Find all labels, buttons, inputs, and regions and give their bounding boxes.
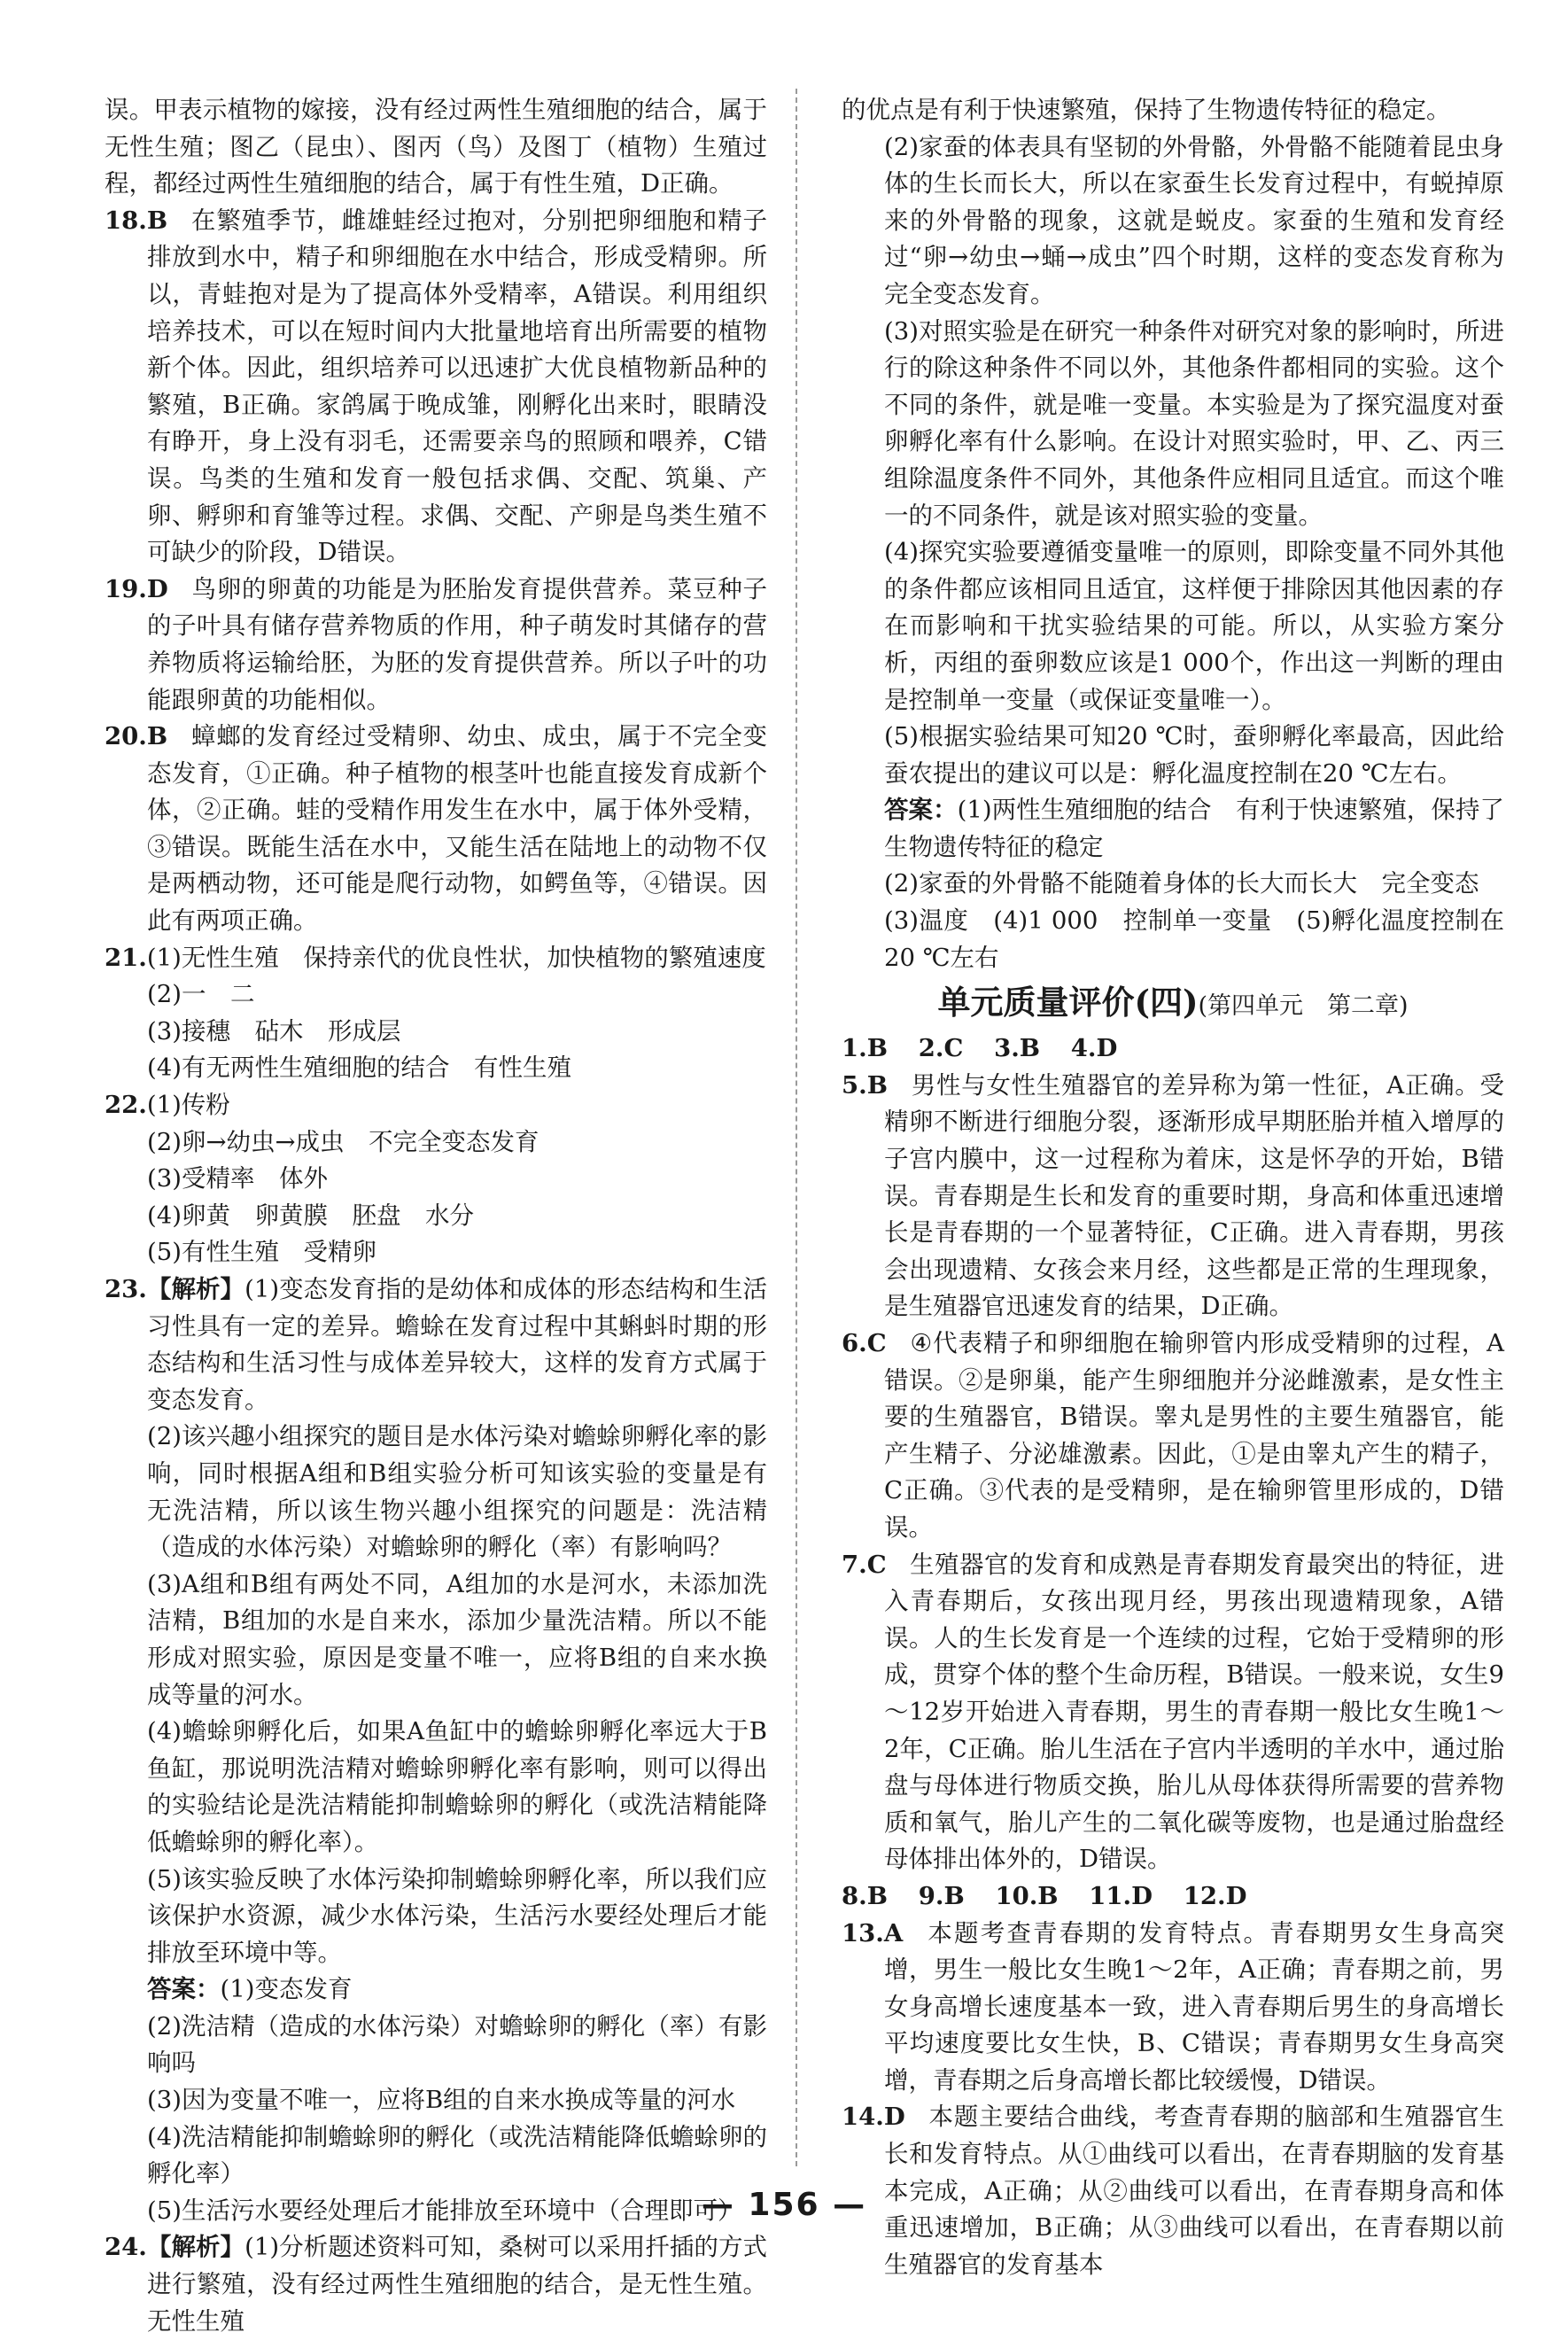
right-column	[842, 92, 1504, 2283]
item-answer: B	[146, 206, 168, 235]
item-number: 12.	[1183, 1881, 1226, 1910]
item-answer: C	[943, 1034, 964, 1063]
left-column	[105, 92, 767, 2340]
analysis-text: (1)分析题述资料可知，桑树可以采用扦插的方式进行繁殖，没有经过两性生殖细胞的结合，是无性生殖。无性生殖	[147, 2233, 768, 2336]
item-number: 7.	[842, 1550, 867, 1579]
item-explanation: 本题考查青春期的发育特点。青春期男女生身高突增，男生一般比女生晚1～2年，A正确；青春期之前，男女身高增长速度基本一致，进入青春期后男生的身高增长平均速度要比女生快，B、C错误；青春期男女生身高突增，青春期之后身高增长都比较缓慢，D错误。	[884, 1918, 1504, 2095]
answer-item-19	[105, 571, 767, 719]
item-line: (2)一 二	[147, 980, 255, 1009]
section-subtitle: (第四单元 第二章)	[1198, 992, 1409, 1021]
item-answer: D	[146, 574, 168, 603]
answer-item-20	[105, 719, 767, 940]
item-line: (3)接穗 砧木 形成层	[147, 1016, 401, 1046]
item-number: 19.	[105, 574, 147, 603]
section-heading	[842, 982, 1504, 1027]
answer-line: (2)洗洁精（造成的水体污染）对蟾蜍卵的孵化（率）有影响吗	[147, 2011, 767, 2078]
item-number: 2.	[918, 1034, 944, 1063]
item-answer: B	[1037, 1881, 1059, 1910]
multiple-choice-answers	[842, 1030, 1504, 1068]
item-number: 6.	[842, 1329, 867, 1357]
item-line: (5)有性生殖 受精卵	[147, 1238, 376, 1267]
item-answer: D	[1096, 1034, 1118, 1063]
item-answer: B	[866, 1070, 888, 1100]
item-number: 3.	[994, 1034, 1020, 1063]
item-number: 4.	[1070, 1034, 1097, 1063]
analysis-paragraph: (5)该实验反映了水体污染抑制蟾蜍卵孵化率，所以我们应该保护水资源，减少水体污染，生活污水要经处理后才能排放至环境中等。	[147, 1864, 767, 1967]
answer-item-5	[842, 1068, 1504, 1325]
item-answer: B	[943, 1881, 965, 1910]
answer-item-22	[105, 1087, 767, 1124]
analysis-tag: 【解析】	[146, 1275, 245, 1303]
answer-item-24	[105, 2229, 767, 2340]
item-number: 14.	[842, 2103, 884, 2132]
item-number: 10.	[995, 1881, 1038, 1910]
item-answer: D	[883, 2103, 905, 2132]
multiple-choice-answers	[842, 1878, 1504, 1916]
item-number: 21.	[105, 943, 147, 972]
answer-label: 答案：	[884, 796, 958, 825]
answer-item-13	[842, 1916, 1504, 2100]
page-number: — 156 —	[701, 2187, 867, 2223]
item-explanation: ④代表精子和卵细胞在输卵管内形成受精卵的过程，A错误。②是卵巢，能产生卵细胞并分泌雌激素，是女性主要的生殖器官，B错误。睾丸是男性的主要生殖器官，能产生精子、分泌雄激素。因此，①是由睾丸产生的精子，C正确。③代表的是受精卵，是在输卵管里形成的，D错误。	[884, 1329, 1504, 1542]
answer-item-23	[105, 1271, 767, 1419]
answer-line: (2)家蚕的外骨骼不能随着身体的长大而长大 完全变态	[884, 869, 1479, 898]
item-line: (2)卵→幼虫→成虫 不完全变态发育	[147, 1127, 539, 1156]
item-number: 8.	[842, 1881, 867, 1910]
item-number: 18.	[105, 206, 147, 235]
section-title: 单元质量评价(四)	[937, 983, 1199, 1022]
item-number: 23.	[105, 1275, 147, 1303]
analysis-tag: 【解析】	[146, 2233, 245, 2262]
continued-paragraph: 的优点是有利于快速繁殖，保持了生物遗传特征的稳定。	[842, 96, 1451, 124]
answer-line: (3)因为变量不唯一，应将B组的自来水换成等量的河水	[147, 2086, 736, 2115]
analysis-paragraph: (4)探究实验要遵循变量唯一的原则，即除变量不同外其他的条件都应该相同且适宜，这样便于排除因其他因素的存在而影响和干扰实验结果的可能。所以，从实验方案分析，丙组的蚕卵数应该是1 000个，作出这一判断的理由是控制单一变量（或保证变量唯一）。	[884, 538, 1504, 714]
analysis-paragraph: (5)根据实验结果可知20 ℃时，蚕卵孵化率最高，因此给蚕农提出的建议可以是：孵化温度控制在20 ℃左右。	[884, 722, 1504, 788]
answer-line: (5)生活污水要经处理后才能排放至环境中（合理即可）	[147, 2196, 742, 2225]
item-answer: D	[1225, 1881, 1247, 1910]
answer-item-7	[842, 1547, 1504, 1878]
item-explanation: 蟑螂的发育经过受精卵、幼虫、成虫，属于不完全变态发育，①正确。种子植物的根茎叶也能直接发育成新个体，②正确。蛙的受精作用发生在水中，属于体外受精，③错误。既能生活在水中，又能生活在陆地上的动物不仅是两栖动物，还可能是爬行动物，如鳄鱼等，④错误。因此有两项正确。	[147, 722, 767, 936]
item-answer: C	[866, 1329, 887, 1357]
answer-line: (3)温度 (4)1 000 控制单一变量 (5)孵化温度控制在20 ℃左右	[884, 906, 1504, 972]
answer-summary	[842, 792, 1504, 866]
item-answer: D	[1131, 1881, 1153, 1910]
item-line: (3)受精率 体外	[147, 1164, 328, 1193]
analysis-text: (1)变态发育指的是幼体和成体的形态结构和生活习性具有一定的差异。蟾蜍在发育过程中其蝌蚪时期的形态结构和生活习性与成体差异较大，这样的发育方式属于变态发育。	[147, 1275, 768, 1414]
answer-line: (4)洗洁精能抑制蟾蜍卵的孵化（或洗洁精能降低蟾蜍卵的孵化率）	[147, 2122, 767, 2188]
item-answer: B	[866, 1881, 888, 1910]
answer-item-21	[105, 940, 767, 977]
analysis-paragraph: (3)对照实验是在研究一种条件对研究对象的影响时，所进行的除这种条件不同以外，其他条件都相同的实验。这个不同的条件，就是唯一变量。本实验是为了探究温度对蚕卵孵化率有什么影响。在设计对照实验时，甲、乙、丙三组除温度条件不同外，其他条件应相同且适宜。而这个唯一的不同条件，就是该对照实验的变量。	[884, 316, 1504, 530]
item-number: 22.	[105, 1091, 147, 1120]
answer-line: (1)变态发育	[220, 1975, 353, 2004]
item-number: 20.	[105, 722, 147, 751]
item-answer: C	[866, 1550, 887, 1579]
item-explanation: 男性与女性生殖器官的差异称为第一性征，A正确。受精卵不断进行细胞分裂，逐渐形成早期胚胎并植入增厚的子宫内膜中，这一过程称为着床，这是怀孕的开始，B错误。青春期是生长和发育的重要时期，身高和体重迅速增长是青春期的一个显著特征，C正确。进入青春期，男孩会出现遗精、女孩会来月经，这些都是正常的生理现象，是生殖器官迅速发育的结果，D正确。	[884, 1070, 1504, 1321]
item-number: 1.	[842, 1034, 867, 1063]
item-line: (4)卵黄 卵黄膜 胚盘 水分	[147, 1201, 474, 1230]
item-explanation: 生殖器官的发育和成熟是青春期发育最突出的特征，进入青春期后，女孩出现月经，男孩出现遗精现象，A错误。人的生长发育是一个连续的过程，它始于受精卵的形成，贯穿个体的整个生命历程，B错误。一般来说，女生9～12岁开始进入青春期，男生的青春期一般比女生晚1～2年，C正确。胎儿生活在子宫内半透明的羊水中，通过胎盘与母体进行物质交换，胎儿从母体获得所需要的营养物质和氧气，胎儿产生的二氧化碳等废物，也是通过胎盘经母体排出体外的，D错误。	[884, 1550, 1504, 1874]
item-line: (4)有无两性生殖细胞的结合 有性生殖	[147, 1053, 571, 1083]
analysis-paragraph: (2)该兴趣小组探究的题目是水体污染对蟾蜍卵孵化率的影响，同时根据A组和B组实验分析可知该实验的变量是有无洗洁精，所以该生物兴趣小组探究的问题是：洗洁精（造成的水体污染）对蟾蜍卵的孵化（率）有影响吗？	[147, 1422, 767, 1562]
item-explanation: 鸟卵的卵黄的功能是为胚胎发育提供营养。菜豆种子的子叶具有储存营养物质的作用，种子萌发时其储存的营养物质将运输给胚，为胚的发育提供营养。所以子叶的功能跟卵黄的功能相似。	[147, 574, 767, 714]
answer-line: (1)两性生殖细胞的结合 有利于快速繁殖，保持了生物遗传特征的稳定	[884, 796, 1505, 861]
item-explanation: 在繁殖季节，雌雄蛙经过抱对，分别把卵细胞和精子排放到水中，精子和卵细胞在水中结合，形成受精卵。所以，青蛙抱对是为了提高体外受精率，A错误。利用组织培养技术，可以在短时间内大批量地培育出所需要的植物新个体。因此，组织培养可以迅速扩大优良植物新品种的繁殖，B正确。家鸽属于晚成雏，刚孵化出来时，眼睛没有睁开，身上没有羽毛，还需要亲鸟的照顾和喂养，C错误。鸟类的生殖和发育一般包括求偶、交配、筑巢、产卵、孵卵和育雏等过程。求偶、交配、产卵是鸟类生殖不可缺少的阶段，D错误。	[147, 206, 767, 567]
item-number: 11.	[1089, 1881, 1132, 1910]
item-explanation: 本题主要结合曲线，考查青春期的脑部和生殖器官生长和发育特点。从①曲线可以看出，在青春期脑的发育基本完成，A正确；从②曲线可以看出，在青春期身高和体重迅速增加，B正确；从③曲线可以看出，在青春期以前生殖器官的发育基本	[884, 2103, 1504, 2279]
item-number: 13.	[842, 1918, 884, 1947]
analysis-paragraph: (3)A组和B组有两处不同，A组加的水是河水，未添加洗洁精，B组加的水是自来水，添加少量洗洁精。所以不能形成对照实验，原因是变量不唯一，应将B组的自来水换成等量的河水。	[147, 1569, 767, 1709]
answer-item-18	[105, 203, 767, 571]
item-answer: B	[1019, 1034, 1041, 1063]
answer-label: 答案：	[147, 1975, 221, 2004]
item-number: 5.	[842, 1070, 867, 1100]
intro-paragraph: 误。甲表示植物的嫁接，没有经过两性生殖细胞的结合，属于无性生殖；图乙（昆虫）、图丙（鸟）及图丁（植物）生殖过程，都经过两性生殖细胞的结合，属于有性生殖，D正确。	[105, 96, 767, 198]
analysis-paragraph: (4)蟾蜍卵孵化后，如果A鱼缸中的蟾蜍卵孵化率远大于B鱼缸，那说明洗洁精对蟾蜍卵孵化率有影响，则可以得出的实验结论是洗洁精能抑制蟾蜍卵的孵化（或洗洁精能降低蟾蜍卵的孵化率）。	[147, 1717, 767, 1856]
analysis-paragraph: (2)家蚕的体表具有坚韧的外骨骼，外骨骼不能随着昆虫身体的生长而长大，所以在家蚕生长发育过程中，有蜕掉原来的外骨骼的现象，这就是蜕皮。家蚕的生殖和发育经过“卵→幼虫→蛹→成虫”四个时期，这样的变态发育称为完全变态发育。	[884, 132, 1504, 308]
item-number: 24.	[105, 2233, 147, 2262]
item-line: (1)无性生殖 保持亲代的优良性状，加快植物的繁殖速度	[146, 943, 766, 972]
item-answer: A	[883, 1918, 904, 1947]
item-answer: B	[146, 722, 168, 751]
answer-summary	[105, 1971, 767, 2009]
item-number: 9.	[918, 1881, 944, 1910]
answer-item-6	[842, 1325, 1504, 1547]
item-answer: B	[866, 1034, 888, 1063]
column-divider	[796, 89, 797, 2166]
item-line: (1)传粉	[146, 1091, 230, 1120]
